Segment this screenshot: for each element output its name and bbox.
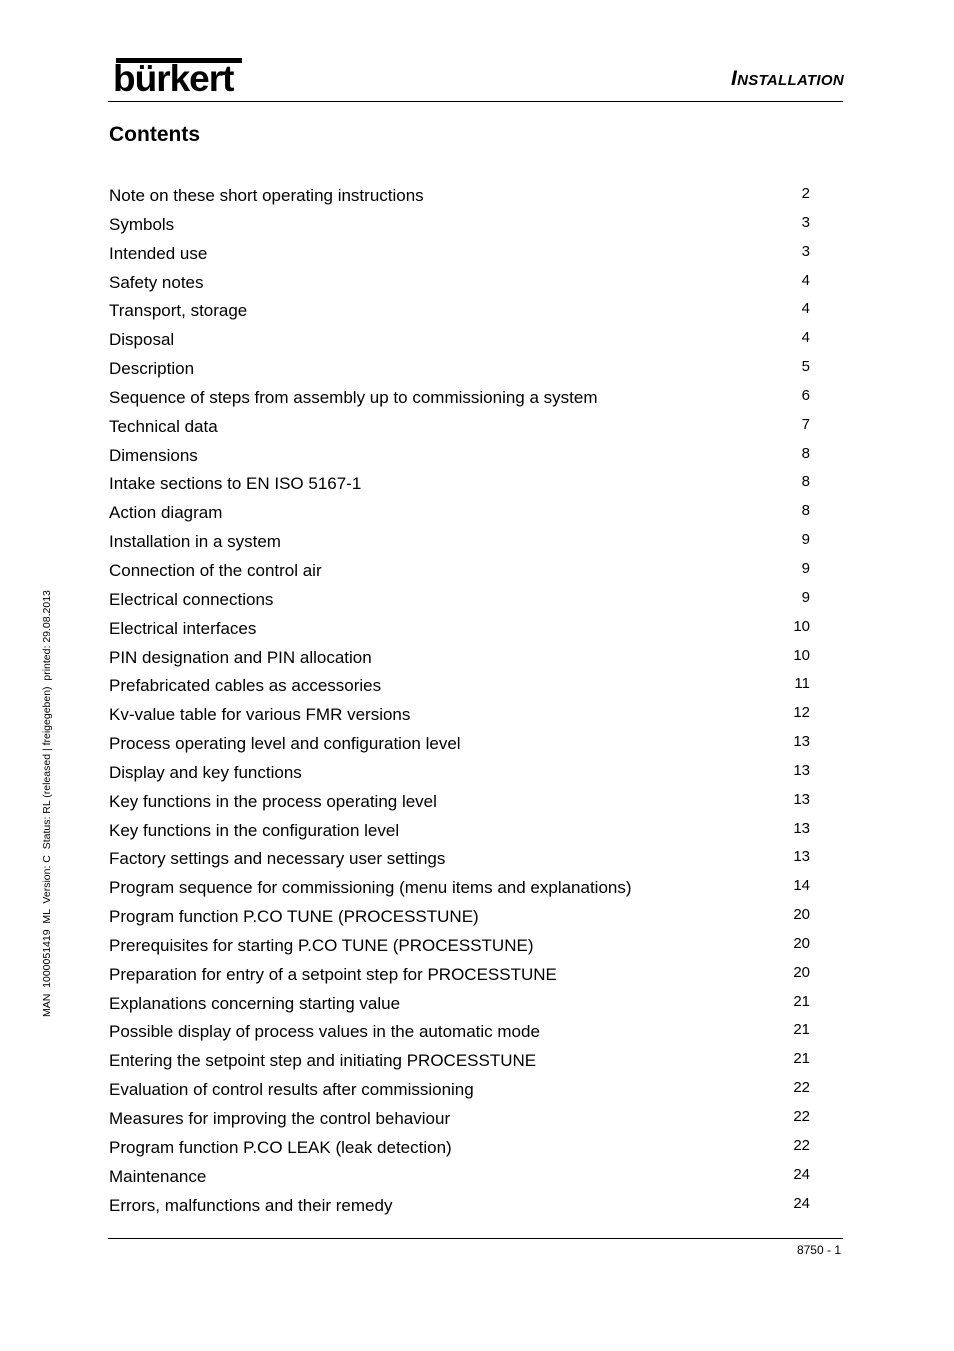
toc-entry-page: 5: [801, 358, 810, 376]
footer-divider: [108, 1238, 843, 1239]
toc-entry-label: Connection of the control air: [109, 560, 322, 580]
toc-entry[interactable]: [109, 413, 821, 442]
toc-entry[interactable]: [109, 211, 821, 240]
toc-entry-label: Prefabricated cables as accessories: [109, 676, 382, 696]
toc-entry-label: Explanations concerning starting value: [109, 993, 401, 1013]
chapter-title: [731, 67, 844, 93]
toc-entry-page: 24: [793, 1165, 810, 1183]
toc-entry[interactable]: [109, 1192, 821, 1221]
document-status-note: MAN 1000051419 ML Version: C Status: RL (released | freigegeben) printed: 29.08.2013: [41, 590, 53, 1017]
toc-entry-page: 9: [801, 559, 810, 577]
toc-entry-page: 12: [793, 704, 810, 722]
toc-entry-page: 24: [793, 1194, 810, 1212]
toc-entry-label: Maintenance: [109, 1166, 207, 1186]
toc-entry-page: 7: [801, 415, 810, 433]
toc-entry[interactable]: [109, 1105, 821, 1134]
page-number: 8750 - 1: [796, 1243, 841, 1257]
toc-entry-label: Preparation for entry of a setpoint step for PROCESSTUNE: [109, 964, 557, 984]
toc-entry-page: 8: [801, 444, 810, 462]
toc-entry-label: Program function P.CO TUNE (PROCESSTUNE): [109, 907, 479, 927]
toc-entry[interactable]: [109, 845, 821, 874]
toc-entry[interactable]: [109, 1018, 821, 1047]
toc-entry-label: Factory settings and necessary user settings: [109, 849, 446, 869]
toc-entry-page: 2: [801, 185, 810, 202]
toc-entry-label: Measures for improving the control behaviour: [109, 1109, 451, 1128]
toc-entry-page: 13: [793, 761, 810, 779]
toc-entry-label: Installation in a system: [109, 532, 281, 552]
toc-entry[interactable]: [109, 297, 821, 326]
toc-entry[interactable]: [109, 874, 821, 903]
toc-entry-label: Description: [109, 359, 195, 379]
toc-entry-page: 13: [793, 819, 810, 837]
toc-entry-page: 9: [801, 588, 810, 606]
toc-entry-page: 13: [793, 848, 810, 866]
toc-entry-label: Possible display of process values in the automatic mode: [109, 1022, 540, 1042]
toc-entry-page: 13: [793, 790, 810, 808]
toc-entry[interactable]: [109, 1134, 821, 1163]
toc-entry[interactable]: [109, 326, 821, 355]
toc-entry-label: Sequence of steps from assembly up to commissioning a system: [109, 387, 598, 407]
toc-entry-page: 20: [793, 906, 810, 924]
toc-entry-label: Note on these short operating instructions: [109, 186, 424, 205]
toc-entry[interactable]: [109, 470, 821, 499]
toc-entry-page: 10: [793, 617, 810, 635]
toc-entry-page: 8: [801, 473, 810, 491]
toc-entry-label: Prerequisites for starting P.CO TUNE (PROCESSTUNE): [109, 935, 534, 955]
chapter-title-rest: NSTALLATION: [737, 72, 844, 89]
toc-entry-label: Entering the setpoint step and initiating PROCESSTUNE: [109, 1051, 537, 1071]
toc-entry[interactable]: [109, 442, 821, 471]
toc-entry[interactable]: [109, 528, 821, 557]
toc-entry[interactable]: [109, 903, 821, 932]
toc-entry-page: 21: [793, 1021, 810, 1039]
toc-entry[interactable]: [109, 932, 821, 961]
toc-entry-page: 14: [793, 877, 810, 895]
toc-entry-label: Disposal: [109, 330, 175, 350]
toc-entry[interactable]: [109, 586, 821, 615]
toc-entry-label: Evaluation of control results after commissioning: [109, 1080, 474, 1100]
toc-entry-page: 22: [793, 1108, 810, 1125]
toc-entry[interactable]: [109, 788, 821, 817]
toc-entry-page: 21: [793, 992, 810, 1010]
toc-entry-label: Electrical interfaces: [109, 618, 257, 638]
toc-entry-label: Electrical connections: [109, 589, 274, 609]
toc-entry-label: Action diagram: [109, 503, 223, 523]
toc-entry[interactable]: [109, 672, 821, 701]
toc-entry-page: 11: [794, 675, 810, 693]
toc-entry-label: Program sequence for commissioning (menu items and explanations): [109, 878, 632, 898]
toc-entry-page: 13: [793, 733, 810, 751]
toc-entry[interactable]: [109, 990, 821, 1019]
toc-entry[interactable]: [109, 384, 821, 413]
toc-entry[interactable]: [109, 730, 821, 759]
table-of-contents: [109, 182, 821, 1220]
page-title: Contents: [109, 123, 200, 146]
toc-entry[interactable]: [109, 615, 821, 644]
toc-entry-label: Errors, malfunctions and their remedy: [109, 1195, 393, 1215]
toc-entry-page: 4: [801, 329, 810, 347]
toc-entry-label: Key functions in the process operating level: [109, 791, 437, 811]
toc-entry-label: Intended use: [109, 243, 208, 263]
toc-entry-label: Technical data: [109, 416, 218, 436]
toc-entry[interactable]: [109, 701, 821, 730]
toc-entry-page: 20: [793, 934, 810, 952]
toc-entry-label: Kv-value table for various FMR versions: [109, 705, 411, 725]
toc-entry-label: Process operating level and configuration level: [109, 734, 461, 754]
toc-entry[interactable]: [109, 499, 821, 528]
toc-entry[interactable]: [109, 557, 821, 586]
company-logo: [113, 58, 245, 98]
toc-entry-label: Dimensions: [109, 445, 198, 465]
toc-entry[interactable]: [109, 961, 821, 990]
toc-entry[interactable]: [109, 269, 821, 298]
toc-entry-page: 3: [801, 213, 810, 231]
toc-entry[interactable]: [109, 1163, 821, 1192]
toc-entry[interactable]: [109, 644, 821, 673]
toc-entry[interactable]: [109, 759, 821, 788]
toc-entry-label: Key functions in the configuration level: [109, 820, 400, 840]
toc-entry[interactable]: [109, 182, 821, 211]
toc-entry[interactable]: [109, 1076, 821, 1105]
toc-entry-label: Safety notes: [109, 272, 204, 292]
toc-entry-page: 20: [793, 963, 810, 981]
toc-entry-page: 22: [793, 1079, 810, 1097]
toc-entry[interactable]: [109, 355, 821, 384]
toc-entry-label: Transport, storage: [109, 301, 248, 321]
toc-entry-label: Intake sections to EN ISO 5167-1: [109, 474, 362, 494]
logo-text: bürkert: [113, 58, 234, 99]
toc-entry[interactable]: [109, 817, 821, 846]
toc-entry-page: 3: [801, 242, 810, 260]
toc-entry[interactable]: [109, 1047, 821, 1076]
toc-entry[interactable]: [109, 240, 821, 269]
toc-entry-label: Display and key functions: [109, 762, 302, 782]
toc-entry-page: 8: [801, 502, 810, 520]
toc-entry-label: PIN designation and PIN allocation: [109, 647, 372, 667]
toc-entry-label: Symbols: [109, 214, 175, 234]
toc-entry-page: 6: [801, 386, 810, 404]
toc-entry-page: 10: [793, 646, 810, 664]
toc-entry-page: 22: [793, 1136, 810, 1154]
toc-entry-page: 4: [801, 271, 810, 289]
chapter-title-initial: I: [730, 67, 738, 90]
toc-entry-page: 4: [801, 300, 810, 318]
toc-entry-page: 21: [793, 1050, 810, 1068]
toc-entry-page: 9: [801, 531, 810, 549]
toc-entry-label: Program function P.CO LEAK (leak detection): [109, 1137, 452, 1157]
header-divider: [108, 101, 843, 102]
